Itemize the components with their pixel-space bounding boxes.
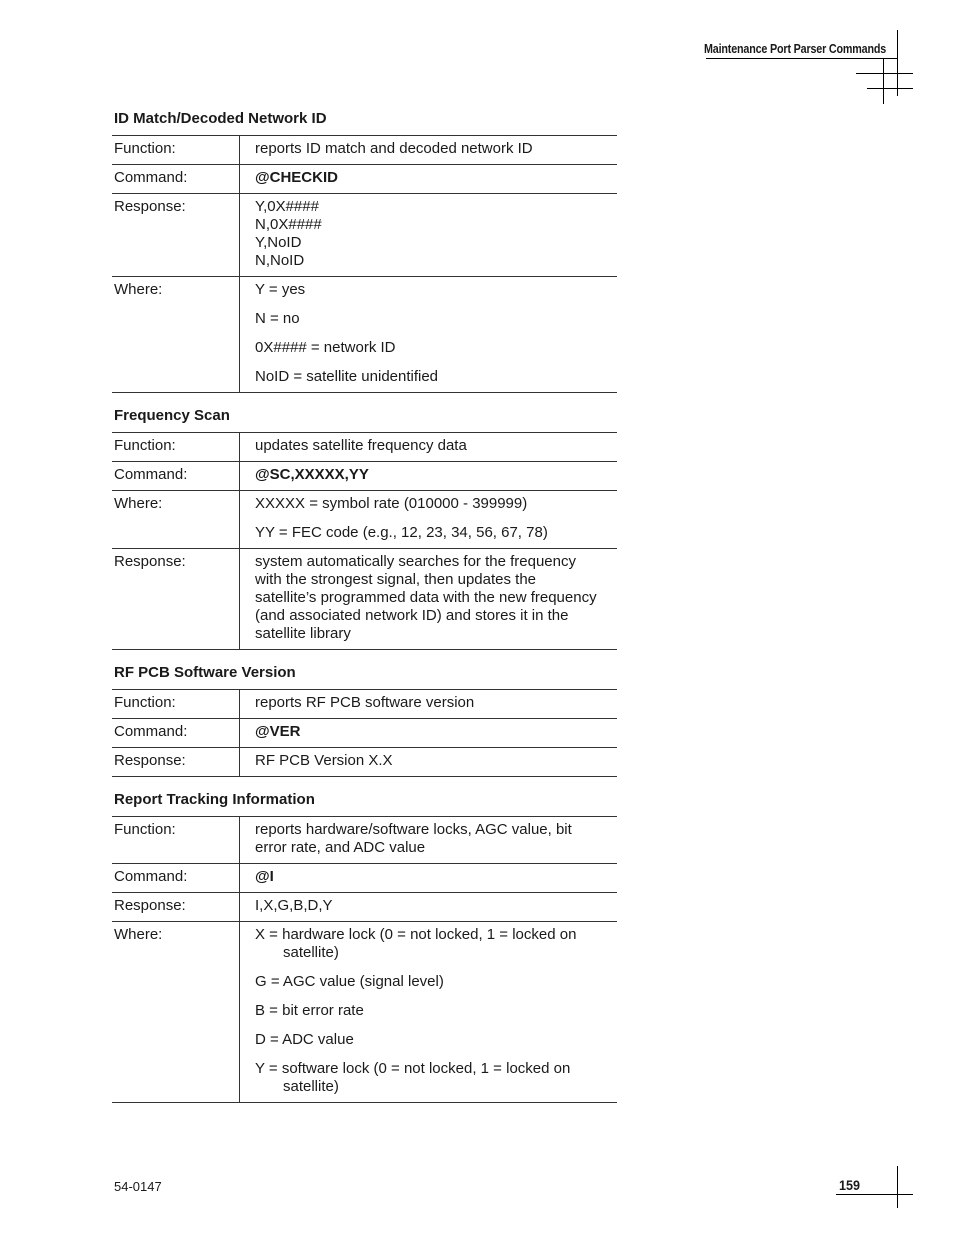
page-number: 159 <box>839 1177 861 1193</box>
value-line: YY = FEC code (e.g., 12, 23, 34, 56, 67, 78) <box>255 524 548 541</box>
value-line: @CHECKID <box>255 169 338 186</box>
row-value <box>240 491 618 549</box>
table-row <box>112 748 617 777</box>
value-line: D = ADC value <box>255 1031 354 1048</box>
table-row <box>112 491 617 549</box>
value-line: with the strongest signal, then updates the <box>255 571 537 588</box>
section-frequency-scan <box>112 407 617 650</box>
table-row <box>112 277 617 393</box>
value-line: (and associated network ID) and stores it in the <box>255 607 569 624</box>
table-row <box>112 136 617 165</box>
section-id-match <box>112 110 617 393</box>
table-row <box>112 864 617 893</box>
header-crosshair-horizontal <box>856 73 913 74</box>
section-report-tracking <box>112 791 617 1103</box>
row-value <box>240 922 618 1103</box>
value-line: Y = software lock (0 = not locked, 1 = locked on satellite) <box>255 1060 571 1095</box>
command-value <box>240 165 618 194</box>
value-line: N,0X#### <box>255 216 322 233</box>
value-line: @SC,XXXXX,YY <box>255 466 369 483</box>
value-line: error rate, and ADC value <box>255 839 426 856</box>
command-value <box>240 864 618 893</box>
value-line: satellite library <box>255 625 351 642</box>
value-line: RF PCB Version X.X <box>255 752 393 769</box>
command-table <box>112 816 617 1103</box>
table-row <box>112 817 617 864</box>
row-value <box>240 817 618 864</box>
row-label: Response: <box>112 893 240 922</box>
header-underline <box>706 58 898 59</box>
section-title: ID Match/Decoded Network ID <box>114 110 327 127</box>
value-line: XXXXX = symbol rate (010000 - 399999) <box>255 495 528 512</box>
row-label: Where: <box>112 491 240 549</box>
value-line: @I <box>255 868 274 885</box>
section-title: Frequency Scan <box>114 407 230 424</box>
row-label: Response: <box>112 748 240 777</box>
table-row <box>112 462 617 491</box>
table-row <box>112 719 617 748</box>
row-label: Where: <box>112 922 240 1103</box>
document-number: 54-0147 <box>114 1179 162 1194</box>
value-line: system automatically searches for the frequency <box>255 553 576 570</box>
value-line: reports ID match and decoded network ID <box>255 140 533 157</box>
row-label: Function: <box>112 136 240 165</box>
row-label: Command: <box>112 462 240 491</box>
row-label: Command: <box>112 165 240 194</box>
row-label: Response: <box>112 549 240 650</box>
command-table <box>112 135 617 393</box>
row-label: Command: <box>112 864 240 893</box>
value-line: 0X#### = network ID <box>255 339 396 356</box>
section-title: Report Tracking Information <box>114 791 315 808</box>
header-crosshair-horizontal-2 <box>867 88 913 89</box>
row-label: Function: <box>112 690 240 719</box>
running-header: Maintenance Port Parser Commands <box>704 42 887 56</box>
header-vertical-rule <box>897 30 898 96</box>
row-label: Function: <box>112 817 240 864</box>
command-value <box>240 719 618 748</box>
value-line: @VER <box>255 723 301 740</box>
table-row <box>112 922 617 1103</box>
row-value <box>240 748 618 777</box>
footer-horizontal-rule <box>836 1194 913 1195</box>
row-value <box>240 277 618 393</box>
value-line: B = bit error rate <box>255 1002 364 1019</box>
section-title: RF PCB Software Version <box>114 664 296 681</box>
row-value <box>240 893 618 922</box>
value-line: NoID = satellite unidentified <box>255 368 439 385</box>
value-line: Y = yes <box>255 281 306 298</box>
header-crosshair-vertical <box>883 58 884 104</box>
value-line: N,NoID <box>255 252 305 269</box>
table-row <box>112 549 617 650</box>
row-value <box>240 549 618 650</box>
command-table <box>112 432 617 650</box>
value-line: satellite’s programmed data with the new frequency <box>255 589 597 606</box>
row-label: Response: <box>112 194 240 277</box>
table-row <box>112 690 617 719</box>
value-line: reports RF PCB software version <box>255 694 475 711</box>
value-line: G = AGC value (signal level) <box>255 973 444 990</box>
value-line: Y,NoID <box>255 234 302 251</box>
row-value <box>240 194 618 277</box>
row-value <box>240 690 618 719</box>
value-line: N = no <box>255 310 300 327</box>
page-content <box>112 110 617 1117</box>
command-value <box>240 462 618 491</box>
table-row <box>112 433 617 462</box>
section-rf-pcb-version <box>112 664 617 777</box>
row-label: Function: <box>112 433 240 462</box>
row-label: Command: <box>112 719 240 748</box>
value-line: X = hardware lock (0 = not locked, 1 = locked on satellite) <box>255 926 577 961</box>
value-line: updates satellite frequency data <box>255 437 467 454</box>
value-line: I,X,G,B,D,Y <box>255 897 333 914</box>
table-row <box>112 893 617 922</box>
row-value <box>240 433 618 462</box>
command-table <box>112 689 617 777</box>
footer-vertical-rule <box>897 1166 898 1208</box>
row-value <box>240 136 618 165</box>
table-row <box>112 165 617 194</box>
row-label: Where: <box>112 277 240 393</box>
value-line: Y,0X#### <box>255 198 319 215</box>
value-line: reports hardware/software locks, AGC value, bit <box>255 821 572 838</box>
table-row <box>112 194 617 277</box>
